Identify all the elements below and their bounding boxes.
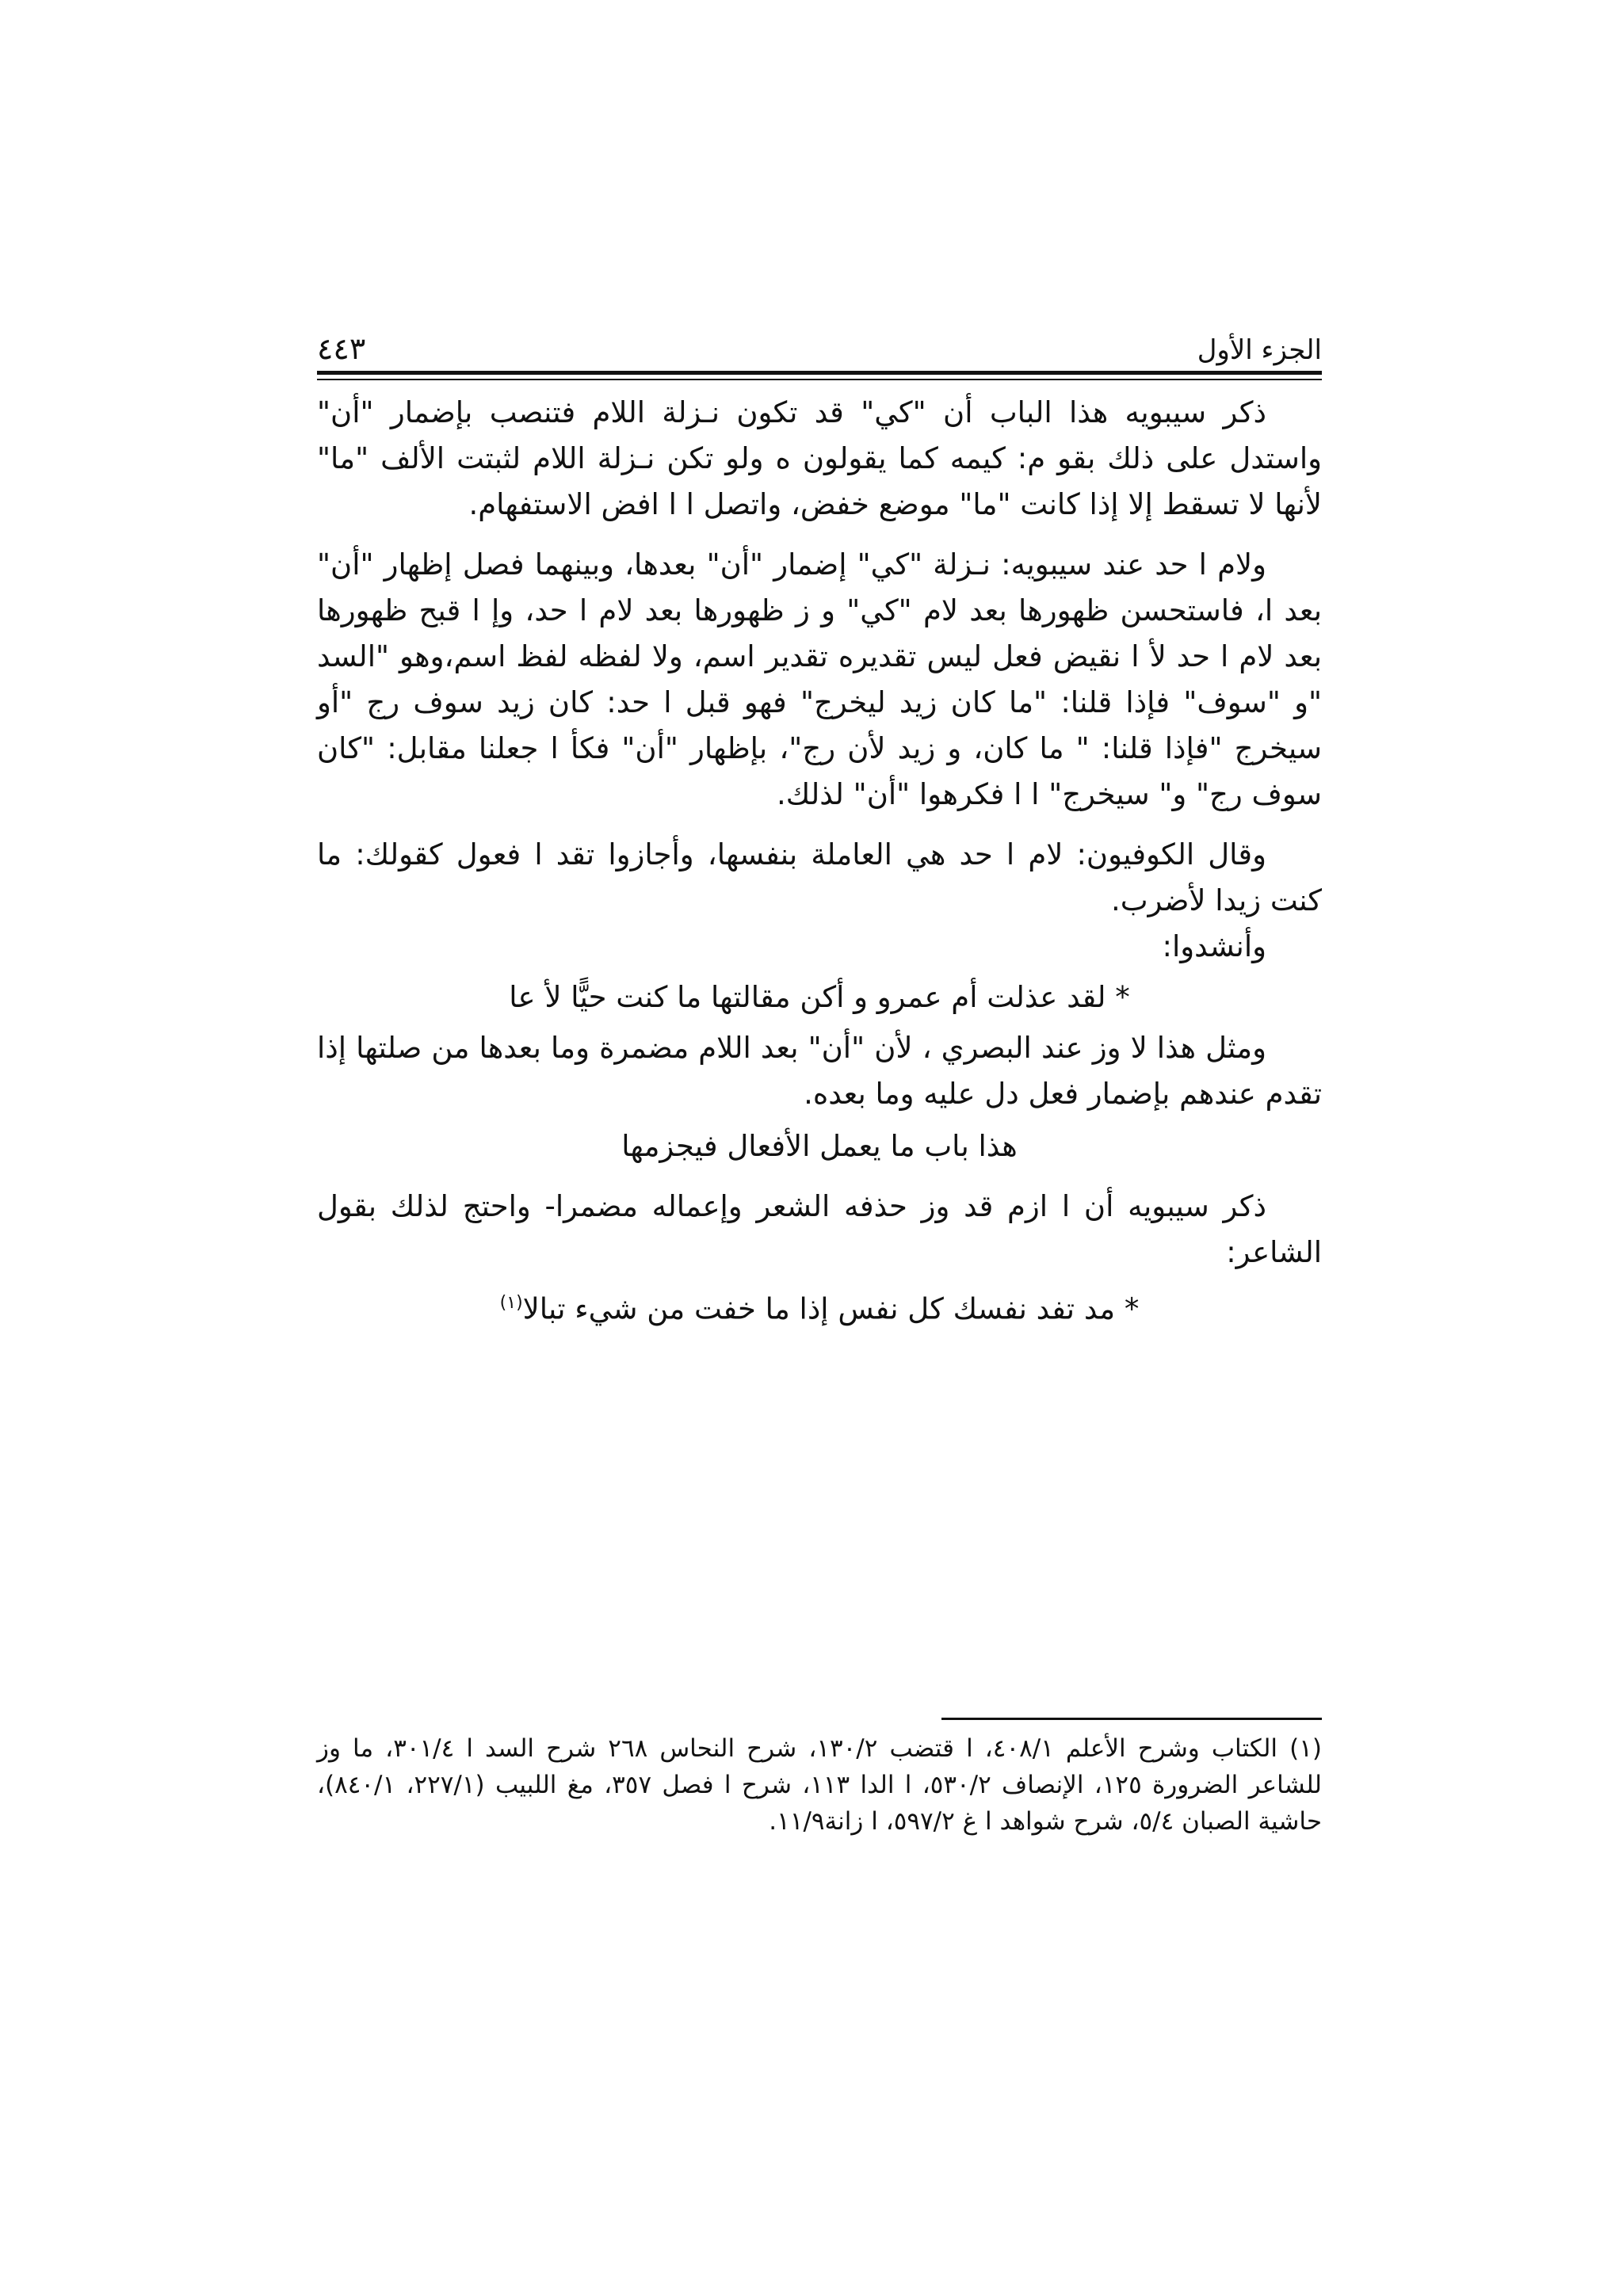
paragraph-lam-juhud: ولام ا حد عند سيبويه: نـزلة "كي" إضمار "أن" بعدها، وبينهما فصل إظهار "أن" بعد ا، فاستحسن ظهورها بعد لام "كي" و ز ظهورها بعد لام ا حد، وإ ا قبح ظهورها بعد لام ا حد لأ ا نقيض فعل ليس تقديره تقدير اسم، ولا لفظه لفظ اسم،وهو "السد "و "سوف" فإذا قلنا: "ما كان زيد ليخرج" فهو قبل ا حد: كان زيد سوف رج "أو سيخرج "فإذا قلنا: " ما كان، و زيد لأن رج"، بإظهار "أن" فكأ ا جعلنا مقابل: "كان سوف رج" و" سيخرج" ا ا فكرهوا "أن" لذلك. — [317, 547, 1322, 811]
verse-line-1: * لقد عذلت أم عمرو و أكن مقالتها ما كنت حيًّا لأ عا — [509, 980, 1130, 1014]
part-title: الجزء الأول — [1197, 334, 1322, 366]
paragraph-kay-lam: ذكر سيبويه هذا الباب أن "كي" قد تكون نـزلة اللام فتنصب بإضمار "أن" واستدل على ذلك بقو م: كيمه كما يقولون ه ولو تكن نـزلة اللام لثبتت الألف "ما" لأنها لا تسقط إلا إذا كانت "ما" موضع خفض، واتصل ا ا افض الاستفهام. — [317, 395, 1322, 521]
verse-line-2-text: * مد تفد نفسك كل نفس إذا ما خفت من شيء تبالا — [522, 1291, 1140, 1326]
paragraph-jazim: ذكر سيبويه أن ا ازم قد وز حذفه الشعر وإعماله مضمرا- واحتج لذلك بقول الشاعر: — [317, 1189, 1322, 1269]
paragraph-basriyyun: ومثل هذا لا وز عند البصري ، لأن "أن" بعد اللام مضمرة وما بعدها من صلتها إذا تقدم عندهم بإضمار فعل دل عليه وما بعده. — [317, 1031, 1322, 1111]
footnote-area — [317, 1730, 1322, 1840]
header-rule-thick — [317, 371, 1322, 375]
paragraph-anshadu: وأنشدوا: — [1162, 929, 1266, 963]
verse-line-2 — [317, 1280, 1322, 1332]
section-heading: هذا باب ما يعمل الأفعال فيجزمها — [621, 1129, 1018, 1163]
page-number: ٤٤٣ — [317, 331, 366, 366]
header-rule-thin — [317, 379, 1322, 380]
body-text — [317, 390, 1322, 1337]
page-header — [317, 331, 1322, 371]
footnote-separator — [941, 1718, 1322, 1720]
footnote-1: (١) الكتاب وشرح الأعلم ٤٠٨/١، ا قتضب ١٣٠/٢، شرح النحاس ٢٦٨ شرح السد ا ٣٠١/٤، ما وز للشاعر الضرورة ١٢٥، الإنصاف ٥٣٠/٢، ا الدا ١١٣، شرح ا فصل ٣٥٧، مغ اللبيب (٢٢٧/١، ٨٤٠/١)، حاشية الصبان ٥/٤، شرح شواهد ا غ ٥٩٧/٢، ا زانة١١/٩. — [317, 1734, 1322, 1836]
footnote-reference[interactable]: (١) — [499, 1293, 523, 1313]
paragraph-kufiyyun: وقال الكوفيون: لام ا حد هي العاملة بنفسها، وأجازوا تقد ا فعول كقولك: ما كنت زيدا لأضرب. — [317, 837, 1322, 917]
